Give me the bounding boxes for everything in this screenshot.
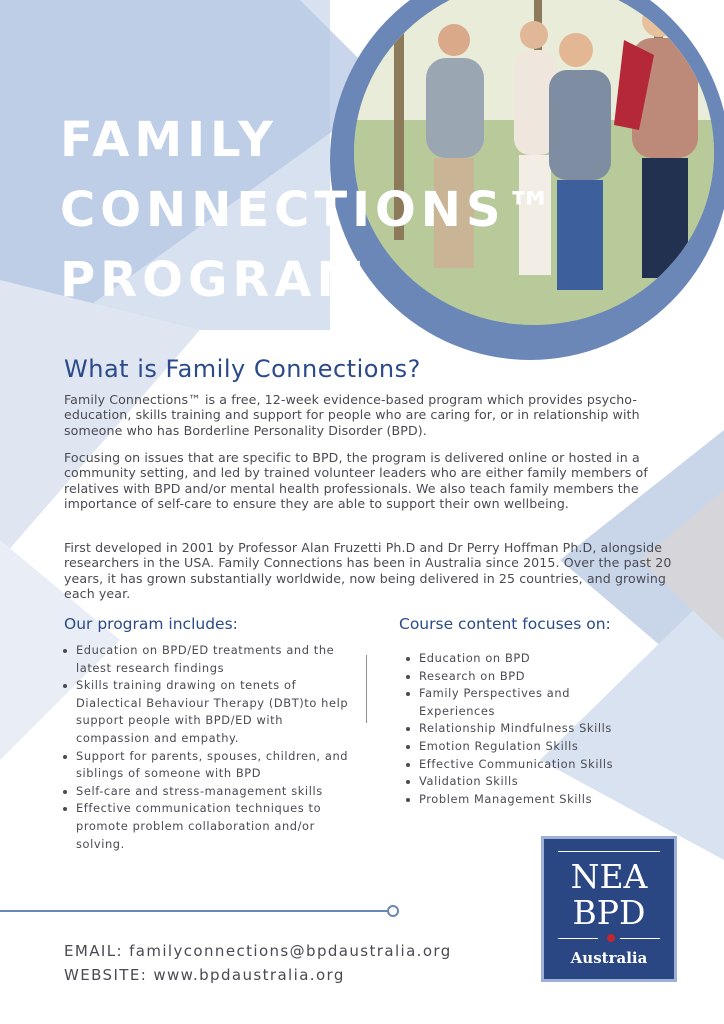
list-item: Skills training drawing on tenets of Dialectical Behaviour Therapy (DBT)to help support people with BPD/ED with compassion and empathy. (62, 677, 354, 747)
column-divider (366, 655, 367, 723)
course-heading: Course content focuses on: (399, 615, 611, 633)
program-list (62, 642, 354, 853)
list-item: Effective communication techniques to promote problem collaboration and/or solving. (62, 800, 354, 853)
list-item: Effective Communication Skills (405, 756, 645, 774)
title-line-2: CONNECTIONS™ (60, 182, 559, 238)
list-item: Education on BPD (405, 650, 645, 668)
title-line-1: FAMILY (60, 112, 278, 168)
list-item: Support for parents, spouses, children, and siblings of someone with BPD (62, 748, 354, 783)
logo-line-2: BPD (572, 893, 646, 932)
footer-rule (0, 910, 390, 912)
list-item: Education on BPD/ED treatments and the latest research findings (62, 642, 354, 677)
title-line-3: PROGRAM (60, 252, 370, 308)
list-item: Validation Skills (405, 773, 645, 791)
program-heading: Our program includes: (64, 615, 238, 633)
contact-email[interactable]: EMAIL: familyconnections@bpdaustralia.org (64, 942, 452, 960)
footer-rule-dot (387, 905, 399, 917)
list-item: Self-care and stress-management skills (62, 783, 354, 801)
page-title (60, 105, 620, 315)
apple-icon (607, 934, 615, 942)
logo-rule-right (620, 938, 660, 939)
logo-line-1: NEA (570, 857, 648, 896)
intro-paragraph-3: First developed in 2001 by Professor Alan Fruzetti Ph.D and Dr Perry Hoffman Ph.D, alongside researchers in the USA. Family Connections has been in Australia since 2015. Over the past 20 years, it has grown substantially worldwide, now being delivered in 25 countries, and growing each year. (64, 540, 672, 602)
list-item: Relationship Mindfulness Skills (405, 720, 645, 738)
section-heading: What is Family Connections? (64, 355, 421, 383)
list-item: Emotion Regulation Skills (405, 738, 645, 756)
intro-paragraph-1: Family Connections™ is a free, 12-week evidence-based program which provides psycho-education, skills training and support for people who are caring for, or in relationship with someone who has Borderline Personality Disorder (BPD). (64, 392, 640, 438)
intro-paragraph-2: Focusing on issues that are specific to BPD, the program is delivered online or hosted in a community setting, and led by trained volunteer leaders who are either family members of relatives with BPD and/or mental health professionals. We also teach family members the importance of self-care to ensure they are able to support their own wellbeing. (64, 450, 648, 512)
list-item: Family Perspectives and Experiences (405, 685, 645, 720)
logo-line-3: Australia (570, 949, 648, 967)
course-list (405, 650, 645, 808)
contact-website[interactable]: WEBSITE: www.bpdaustralia.org (64, 966, 345, 984)
nea-bpd-logo (541, 836, 677, 982)
list-item: Problem Management Skills (405, 791, 645, 809)
logo-rule-top (558, 851, 660, 852)
logo-rule-left (558, 938, 598, 939)
list-item: Research on BPD (405, 668, 645, 686)
